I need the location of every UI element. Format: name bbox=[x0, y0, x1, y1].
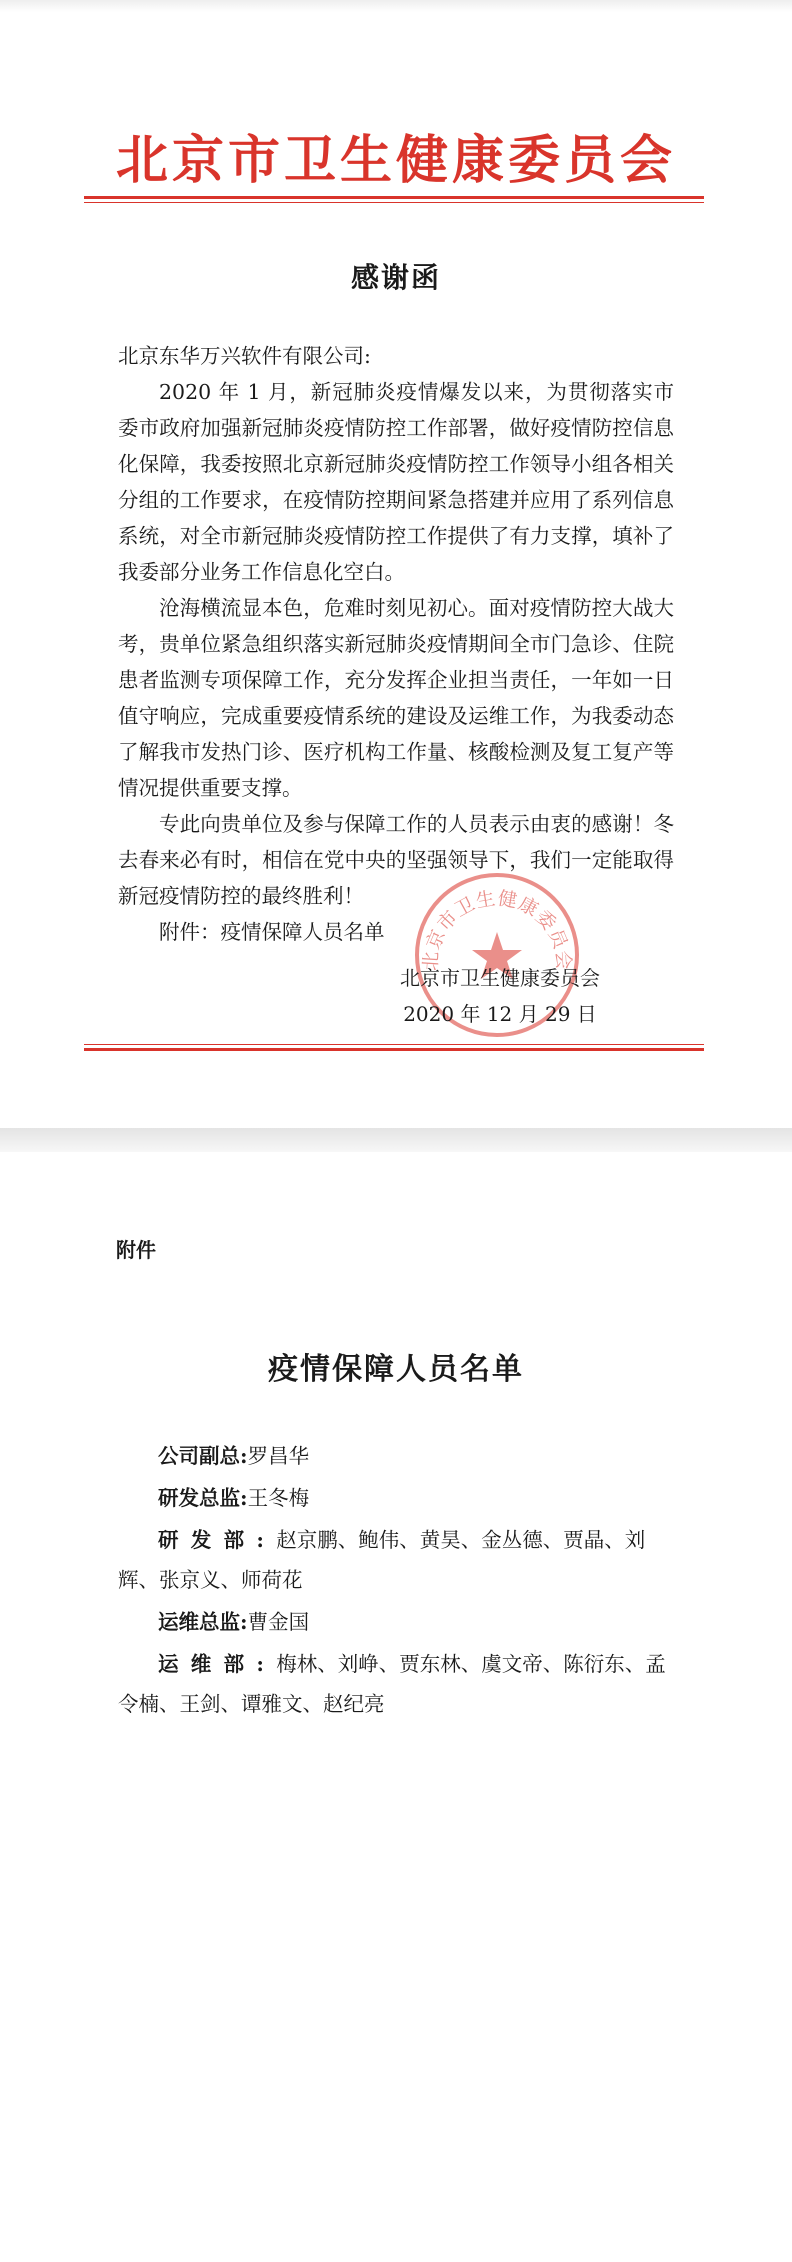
roster-names: 赵京鹏、鲍伟、黄昊、金丛德、贾晶、刘辉、张京义、师荷花 bbox=[118, 1528, 646, 1592]
attachment-page bbox=[0, 1152, 792, 2262]
roster-role: 运维总监: bbox=[158, 1610, 248, 1634]
roster-row bbox=[118, 1436, 674, 1476]
letterhead-title: 北京市卫生健康委员会 bbox=[115, 130, 676, 191]
roster-names: 王冬梅 bbox=[247, 1486, 310, 1510]
roster-row bbox=[118, 1644, 674, 1724]
roster-role: 研发总监: bbox=[158, 1486, 248, 1510]
signature-org: 北京市卫生健康委员会 bbox=[400, 966, 600, 990]
roster-row bbox=[118, 1520, 674, 1600]
salutation: 北京东华万兴软件有限公司: bbox=[118, 344, 371, 368]
attachment-line: 附件：疫情保障人员名单 bbox=[159, 920, 385, 944]
signature-block bbox=[380, 960, 620, 1032]
roster-role: 研发部: bbox=[158, 1528, 277, 1552]
letter-title: 感谢函 bbox=[350, 261, 441, 294]
page-separator bbox=[0, 1128, 792, 1152]
letter-body bbox=[118, 338, 674, 950]
paragraph-3: 专此向贵单位及参与保障工作的人员表示由衷的感谢！冬去春来必有时，相信在党中央的坚强领导下，我们一定能取得新冠疫情防控的最终胜利！ bbox=[118, 812, 674, 908]
seal-text: 北京市卫生健康委员会 bbox=[419, 887, 575, 972]
personnel-roster bbox=[118, 1436, 674, 1726]
signature-date: 2020 年 12 月 29 日 bbox=[403, 1002, 597, 1026]
footer-rule-thick bbox=[84, 1048, 704, 1051]
letter-page bbox=[0, 0, 792, 1129]
paragraph-2: 沧海横流显本色，危难时刻见初心。面对疫情防控大战大考，贵单位紧急组织落实新冠肺炎疫情期间全市门急诊、住院患者监测专项保障工作，充分发挥企业担当责任，一年如一日值守响应，完成重要疫情系统的建设及运维工作，为我委动态了解我市发热门诊、医疗机构工作量、核酸检测及复工复产等情况提供重要支撑。 bbox=[118, 596, 674, 800]
footer-rule-thin bbox=[84, 1044, 704, 1045]
roster-row bbox=[118, 1478, 674, 1518]
page-top-shadow bbox=[0, 0, 792, 12]
roster-role: 运维部: bbox=[158, 1652, 277, 1676]
roster-role: 公司副总: bbox=[158, 1444, 248, 1468]
roster-names: 曹金国 bbox=[247, 1610, 310, 1634]
paragraph-1: 2020 年 1 月，新冠肺炎疫情爆发以来，为贯彻落实市委市政府加强新冠肺炎疫情防控工作部署，做好疫情防控信息化保障，我委按照北京新冠肺炎疫情防控工作领导小组各相关分组的工作要求，在疫情防控期间紧急搭建并应用了系列信息系统，对全市新冠肺炎疫情防控工作提供了有力支撑，填补了我委部分业务工作信息化空白。 bbox=[118, 380, 674, 584]
letterhead-rule-thick bbox=[84, 196, 704, 199]
roster-row bbox=[118, 1602, 674, 1642]
attachment-title: 疫情保障人员名单 bbox=[268, 1352, 524, 1387]
letterhead-rule-thin bbox=[84, 202, 704, 203]
roster-names: 梅林、刘峥、贾东林、虞文帝、陈衍东、孟令楠、王剑、谭雅文、赵纪亮 bbox=[118, 1652, 666, 1716]
attachment-label: 附件 bbox=[116, 1240, 156, 1262]
roster-names: 罗昌华 bbox=[247, 1444, 310, 1468]
